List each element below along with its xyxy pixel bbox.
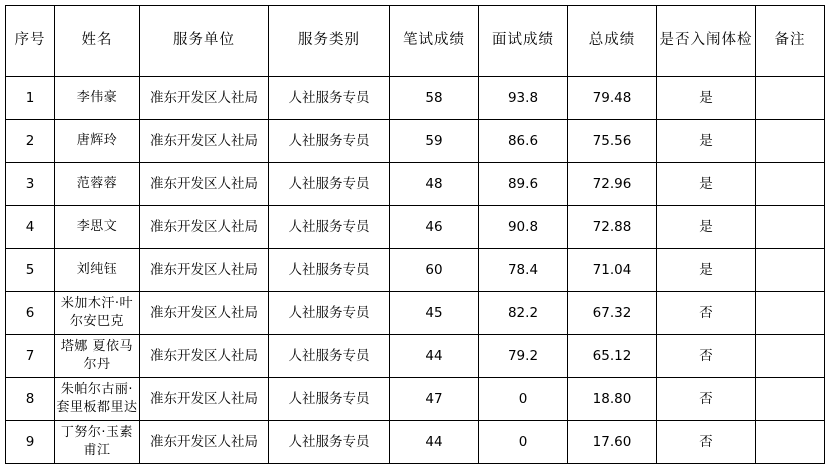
cell-name: 米加木汗·叶尔安巴克	[55, 292, 140, 335]
cell-written: 45	[390, 292, 479, 335]
column-header-total: 总成绩	[568, 6, 657, 77]
table-row	[6, 120, 825, 163]
cell-oral: 90.8	[479, 206, 568, 249]
cell-total: 18.80	[568, 378, 657, 421]
table-row	[6, 292, 825, 335]
column-header-unit: 服务单位	[140, 6, 269, 77]
cell-pass: 否	[657, 292, 756, 335]
table-body	[6, 77, 825, 464]
cell-oral: 89.6	[479, 163, 568, 206]
cell-unit: 准东开发区人社局	[140, 77, 269, 120]
table-row	[6, 335, 825, 378]
cell-oral: 82.2	[479, 292, 568, 335]
cell-total: 67.32	[568, 292, 657, 335]
cell-type: 人社服务专员	[269, 206, 390, 249]
cell-pass: 否	[657, 421, 756, 464]
cell-pass: 是	[657, 120, 756, 163]
cell-pass: 否	[657, 335, 756, 378]
cell-seq: 9	[6, 421, 55, 464]
cell-pass: 是	[657, 206, 756, 249]
cell-pass: 否	[657, 378, 756, 421]
cell-oral: 0	[479, 378, 568, 421]
cell-remark	[756, 206, 825, 249]
cell-total: 17.60	[568, 421, 657, 464]
cell-oral: 86.6	[479, 120, 568, 163]
cell-unit: 准东开发区人社局	[140, 378, 269, 421]
table-row	[6, 206, 825, 249]
cell-total: 71.04	[568, 249, 657, 292]
column-header-name: 姓名	[55, 6, 140, 77]
table-header-row	[6, 6, 825, 77]
column-header-pass: 是否入闱体检	[657, 6, 756, 77]
cell-seq: 5	[6, 249, 55, 292]
column-header-written: 笔试成绩	[390, 6, 479, 77]
cell-remark	[756, 77, 825, 120]
cell-oral: 93.8	[479, 77, 568, 120]
cell-written: 44	[390, 335, 479, 378]
cell-written: 58	[390, 77, 479, 120]
cell-seq: 8	[6, 378, 55, 421]
table-header	[6, 6, 825, 77]
cell-type: 人社服务专员	[269, 335, 390, 378]
cell-type: 人社服务专员	[269, 120, 390, 163]
cell-seq: 3	[6, 163, 55, 206]
cell-remark	[756, 120, 825, 163]
score-table	[5, 5, 825, 464]
cell-type: 人社服务专员	[269, 163, 390, 206]
cell-name: 唐辉玲	[55, 120, 140, 163]
cell-written: 44	[390, 421, 479, 464]
cell-name: 塔娜 夏依马尔丹	[55, 335, 140, 378]
cell-seq: 7	[6, 335, 55, 378]
column-header-oral: 面试成绩	[479, 6, 568, 77]
cell-name: 朱帕尔古丽·套里板都里达	[55, 378, 140, 421]
column-header-type: 服务类别	[269, 6, 390, 77]
cell-unit: 准东开发区人社局	[140, 421, 269, 464]
cell-unit: 准东开发区人社局	[140, 335, 269, 378]
cell-written: 59	[390, 120, 479, 163]
cell-pass: 是	[657, 163, 756, 206]
table-row	[6, 163, 825, 206]
cell-oral: 0	[479, 421, 568, 464]
cell-type: 人社服务专员	[269, 378, 390, 421]
cell-oral: 79.2	[479, 335, 568, 378]
cell-unit: 准东开发区人社局	[140, 206, 269, 249]
cell-remark	[756, 163, 825, 206]
cell-remark	[756, 292, 825, 335]
cell-unit: 准东开发区人社局	[140, 163, 269, 206]
cell-written: 46	[390, 206, 479, 249]
table-row	[6, 77, 825, 120]
document-page	[0, 5, 806, 458]
cell-total: 75.56	[568, 120, 657, 163]
cell-written: 47	[390, 378, 479, 421]
cell-pass: 是	[657, 249, 756, 292]
cell-written: 48	[390, 163, 479, 206]
cell-oral: 78.4	[479, 249, 568, 292]
column-header-remark: 备注	[756, 6, 825, 77]
cell-seq: 4	[6, 206, 55, 249]
cell-remark	[756, 421, 825, 464]
column-header-seq: 序号	[6, 6, 55, 77]
cell-type: 人社服务专员	[269, 421, 390, 464]
cell-remark	[756, 249, 825, 292]
cell-total: 65.12	[568, 335, 657, 378]
table-row	[6, 421, 825, 464]
cell-name: 丁努尔·玉素甫江	[55, 421, 140, 464]
cell-seq: 6	[6, 292, 55, 335]
cell-remark	[756, 335, 825, 378]
table-row	[6, 378, 825, 421]
cell-unit: 准东开发区人社局	[140, 249, 269, 292]
cell-name: 范蓉蓉	[55, 163, 140, 206]
cell-unit: 准东开发区人社局	[140, 120, 269, 163]
cell-pass: 是	[657, 77, 756, 120]
cell-remark	[756, 378, 825, 421]
cell-total: 72.88	[568, 206, 657, 249]
cell-seq: 2	[6, 120, 55, 163]
cell-total: 72.96	[568, 163, 657, 206]
cell-unit: 准东开发区人社局	[140, 292, 269, 335]
cell-written: 60	[390, 249, 479, 292]
cell-name: 李伟豪	[55, 77, 140, 120]
cell-type: 人社服务专员	[269, 292, 390, 335]
cell-type: 人社服务专员	[269, 249, 390, 292]
cell-seq: 1	[6, 77, 55, 120]
cell-name: 李思文	[55, 206, 140, 249]
table-row	[6, 249, 825, 292]
cell-total: 79.48	[568, 77, 657, 120]
cell-name: 刘纯钰	[55, 249, 140, 292]
cell-type: 人社服务专员	[269, 77, 390, 120]
